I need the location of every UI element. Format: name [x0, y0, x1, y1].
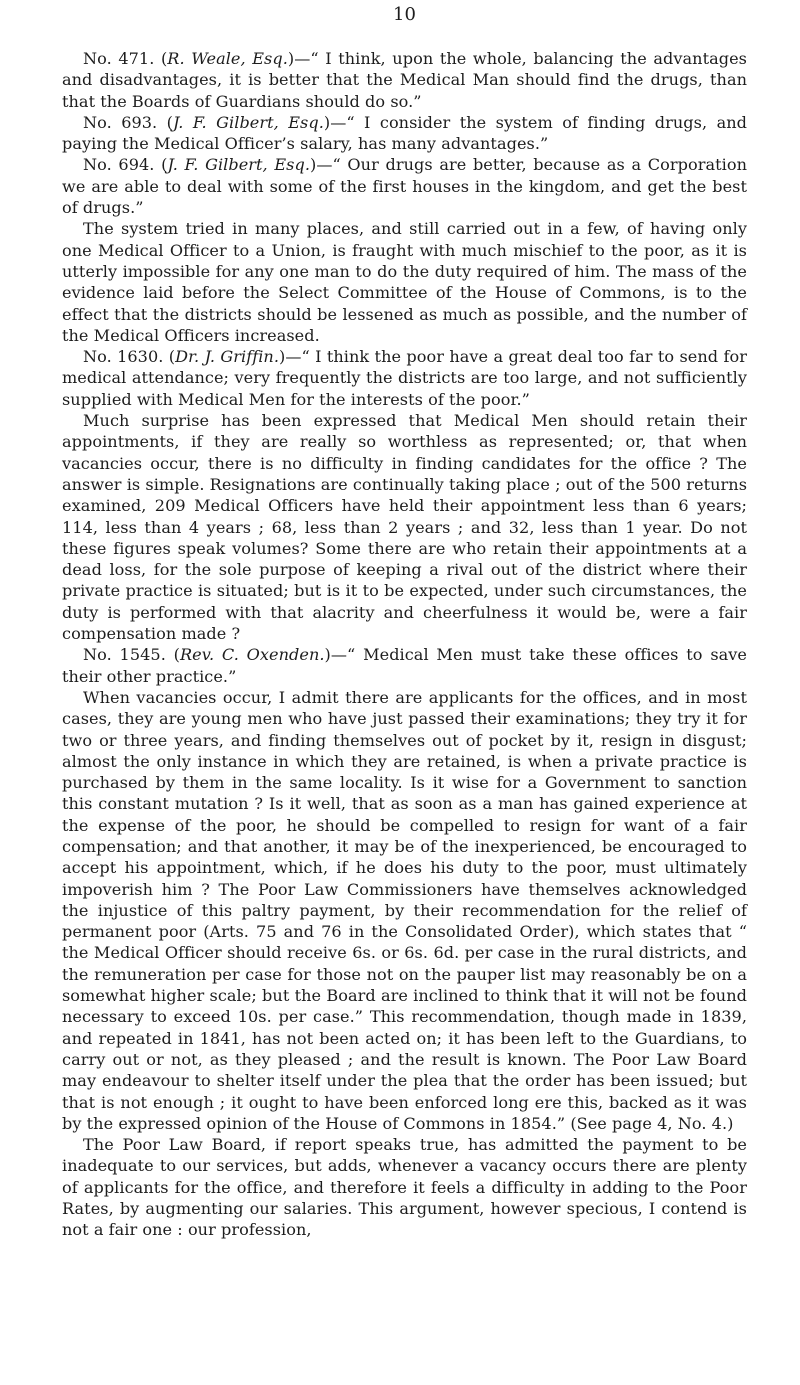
paragraph-text: The system tried in many places, and still carried out in a few, of having only one Medical Officer to a Union, is fraught with much mischief to the poor, as it is utterly impossible for any one man to do the duty required of him. The mass of the evidence laid before the Select Committee of the House of Commons, is to the effect that the districts should be lessened as much as possible, and the number of the Medical Officers increased. — [62, 219, 747, 345]
paragraph-poor-law-board — [62, 1134, 747, 1240]
paragraph-lead: No. 1545. ( — [83, 645, 180, 665]
witness-citation: R. Weale, Esq. — [167, 49, 288, 68]
paragraph-text: )—“ I think the poor have a great deal too far to send for medical attendance; very frequently the districts are too large, and not sufficiently supplied with Medical Men for the interests of the poor.” — [62, 347, 747, 409]
witness-citation: Dr. J. Griffin. — [175, 347, 279, 367]
paragraph-one-officer-system — [62, 218, 747, 346]
paragraph-text: When vacancies occur, I admit there are applicants for the offices, and in most cases, they are young men who have just passed their examinations; they try it for two or three years, and finding themselves out of pocket by it, resign in disgust; almost the only instance in which they are retained, is when a private practice is purchased by them in the same locality. Is it wise for a Government to sanction this constant mutation ? Is it well, that as soon as a man has gained experience at the expense of the poor, he should be compelled to resign for want of a fair compensation; and that another, it may be of the inexperienced, be encouraged to accept his appointment, which, if he does his duty to the poor, must ultimately impoverish him ? The Poor Law Commissioners have themselves acknowledged the injustice of this paltry payment, by their recommendation for the relief of permanent poor (Arts. 75 and 76 in the Consolidated Order), which states that “ the Medical Officer should receive 6s. or 6s. 6d. per case in the rural districts, and the remuneration per case for those not on the pauper list may reasonably be on a somewhat higher scale; but the Board are inclined to think that it will not be found necessary to exceed 10s. per case.” This recommendation, though made in 1839, and repeated in 1841, has not been acted on; it has been left to the Guardians, to carry out or not, as they pleased ; and the result is known. The Poor Law Board may endeavour to shelter itself under the plea that the order has been issued; but that is not enough ; it ought to have been enforced long ere this, backed as it was by the expressed opinion of the House of Commons in 1854.” (See page 4, No. 4.) — [62, 687, 747, 1133]
paragraph-evidence-694 — [62, 154, 747, 218]
paragraph-text: )—“ Our drugs are better, because as a Corporation we are able to deal with some of the first houses in the kingdom, and get the best of drugs.” — [62, 155, 748, 218]
paragraph-lead: No. 471. ( — [83, 49, 168, 68]
paragraph-lead: No. 693. ( — [83, 112, 173, 132]
paragraph-lead: No. 694. ( — [83, 155, 168, 175]
paragraph-text: The Poor Law Board, if report speaks true, has admitted the payment to be inadequate to our services, but adds, whenever a vacancy occurs there are plenty of applicants for the office, and therefore it feels a difficulty in adding to the Poor Rates, by augmenting our salaries. This argument, however specious, I contend is not a fair one : our profession, — [62, 1135, 747, 1240]
witness-citation: J. F. Gilbert, Esq. — [167, 155, 311, 175]
paragraph-resignations — [62, 410, 747, 644]
paragraph-evidence-471 — [62, 48, 747, 112]
paragraph-evidence-1545 — [62, 644, 747, 687]
paragraph-text: )—“ I think, upon the whole, balancing the advantages and disadvantages, it is better that the Medical Man should find the drugs, than that the Boards of Guardians should do so.” — [62, 49, 747, 111]
paragraph-text: Much surprise has been expressed that Medical Men should retain their appointments, if they are really so worthless as represented; or, that when vacancies occur, there is no difficulty in finding candidates for the office ? The answer is simple. Resignations are continually taking place ; out of the 500 returns examined, 209 Medical Officers have held their appointment less than 6 years; 114, less than 4 years ; 68, less than 2 years ; and 32, less than 1 year. Do not these figures speak volumes? Some there are who retain their appointments at a dead loss, for the sole purpose of keeping a rival out of the district where their private practice is situated; but is it to be expected, under such circumstances, the duty is performed with that alacrity and cheerfulness it would be, were a fair compensation made ? — [62, 411, 747, 644]
paragraph-lead: No. 1630. ( — [83, 347, 176, 367]
paragraph-evidence-693 — [62, 112, 747, 155]
paragraph-text: )—“ I consider the system of finding drugs, and paying the Medical Officer’s salary, has many advantages.” — [62, 112, 747, 154]
paragraph-evidence-1630 — [62, 346, 747, 410]
paragraph-text: )—“ Medical Men must take these offices to save their other practice.” — [62, 645, 747, 686]
page-number: 10 — [392, 4, 416, 25]
witness-citation: J. F. Gilbert, Esq. — [172, 112, 324, 132]
paragraph-vacancies — [62, 687, 747, 1134]
document-page — [62, 4, 747, 1241]
witness-citation: Rev. C. Oxenden. — [180, 645, 325, 665]
